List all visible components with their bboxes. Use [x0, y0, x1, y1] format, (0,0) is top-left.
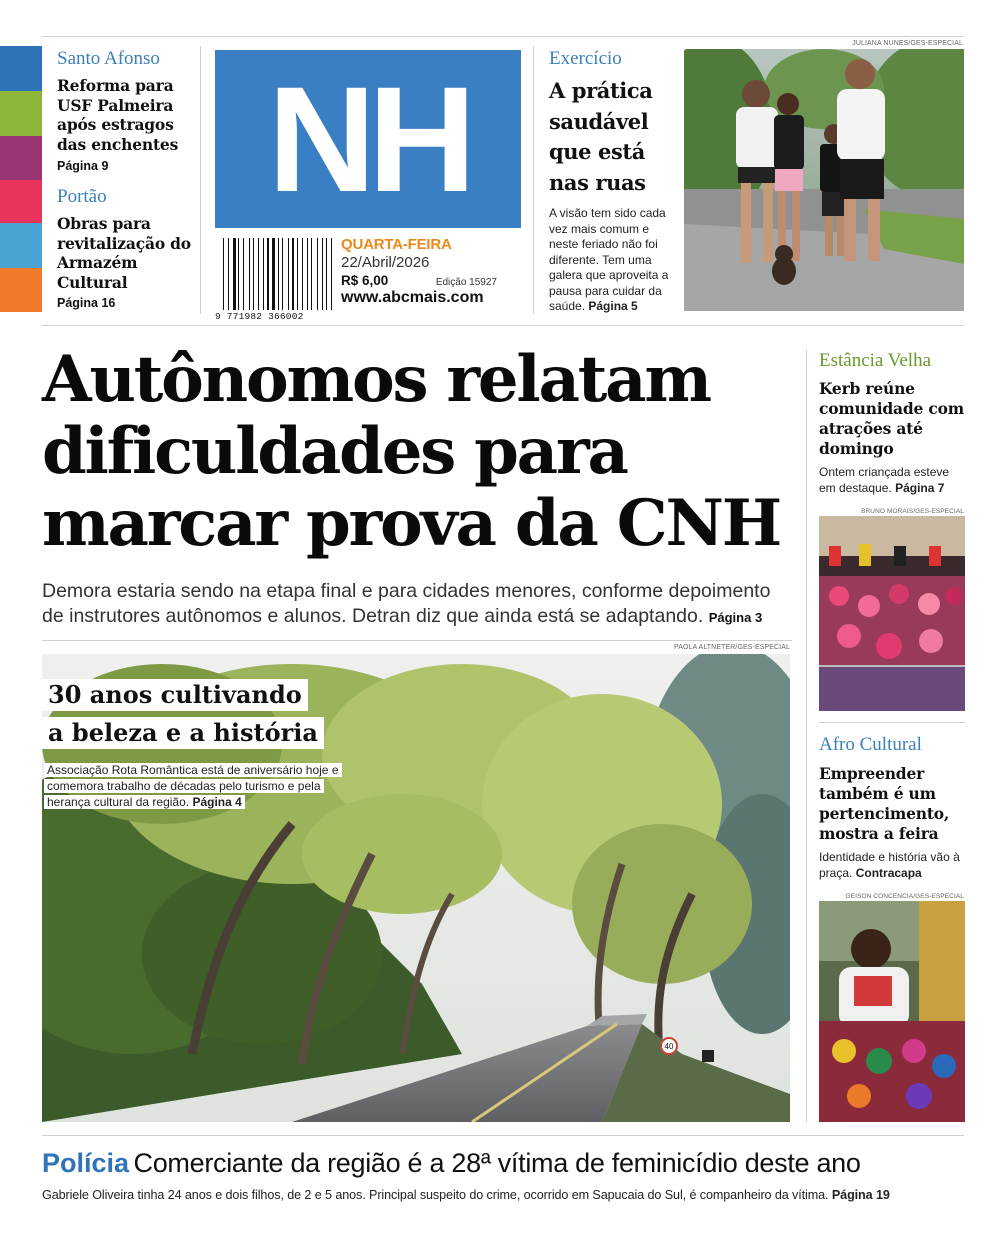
- date: 22/Abril/2026: [341, 254, 430, 271]
- barcode-bar: [271, 238, 272, 310]
- bottom-rule: [42, 1135, 964, 1136]
- teaser-estancia-velha[interactable]: [819, 350, 965, 496]
- barcode-bar: [278, 238, 279, 310]
- photo-credit: JULIANA NUNES/GES-ESPECIAL: [852, 40, 963, 47]
- barcode-bar: [331, 238, 332, 310]
- barcode-bar: [253, 238, 254, 310]
- teaser-body: Identidade e história vão à praça.: [819, 850, 960, 880]
- police-body: [42, 1188, 964, 1202]
- barcode-bar: [282, 238, 283, 310]
- kerb-photo: [819, 516, 965, 711]
- barcode-bar: [256, 238, 257, 310]
- police-title: Comerciante da região é a 28ª vítima de feminicídio deste ano: [133, 1148, 861, 1178]
- barcode-bar: [309, 238, 310, 310]
- feature-body: [44, 762, 364, 810]
- teaser-page: Página 16: [57, 296, 116, 310]
- barcode-bar: [226, 238, 227, 310]
- barcode-bar: [263, 238, 264, 310]
- barcode-bar: [280, 238, 281, 310]
- teaser-kicker: Portão: [57, 186, 107, 207]
- feature-caption-line2[interactable]: [42, 717, 324, 749]
- price: R$ 6,00: [341, 273, 389, 288]
- barcode-number: 9 771982 366002: [215, 311, 304, 322]
- main-page: Página 3: [708, 610, 763, 625]
- police-page: Página 19: [831, 1188, 890, 1202]
- teaser-title: Kerb reúne comunidade com atrações até domingo: [819, 379, 964, 458]
- teaser-page: Página 5: [588, 299, 638, 313]
- barcode-bar: [245, 238, 246, 310]
- police-label: Polícia: [42, 1148, 130, 1178]
- main-headline[interactable]: Autônomos relatam dificuldades para marcar prova da CNH: [42, 342, 781, 561]
- barcode-bar: [307, 238, 308, 310]
- right-column-divider: [533, 46, 534, 314]
- barcode-bar: [322, 238, 323, 310]
- family-photo: [684, 49, 964, 311]
- barcode-bar: [260, 238, 261, 310]
- website-link[interactable]: www.abcmais.com: [341, 289, 484, 306]
- teaser-page: Contracapa: [855, 865, 922, 880]
- barcode-bar: [300, 238, 301, 310]
- barcode-bar: [258, 238, 259, 310]
- feature-title-line2: a beleza e a história: [42, 717, 324, 749]
- feature-caption[interactable]: [42, 679, 308, 711]
- barcode-bar: [295, 238, 296, 310]
- right-rail-rule: [819, 722, 965, 723]
- teaser-title: A prática saudável que está nas ruas: [549, 78, 653, 195]
- strip-pink: [0, 180, 42, 223]
- feature-body-text: Associação Rota Romântica está de aniversário hoje e comemora trabalho de décadas pelo turismo e pela herança cultural da região.: [47, 763, 339, 809]
- feature-title-line1: 30 anos cultivando: [42, 679, 308, 711]
- teaser-kicker: Estância Velha: [819, 350, 932, 371]
- barcode-bar: [326, 238, 327, 310]
- strip-orange: [0, 268, 42, 312]
- feature-credit: PAOLA ALTNETER/GES-ESPECIAL: [673, 644, 790, 651]
- barcode-bar: [314, 238, 316, 310]
- teaser-kicker: Santo Afonso: [57, 48, 160, 69]
- teaser-afro-cultural[interactable]: [819, 734, 967, 881]
- teaser-title: Reforma para USF Palmeira após estragos das enchentes: [57, 76, 179, 154]
- barcode-bar: [276, 238, 277, 310]
- kerb-credit: BRUNO MORAIS/GES-ESPECIAL: [861, 508, 964, 515]
- barcode: [215, 238, 333, 322]
- barcode-bar: [265, 238, 266, 310]
- police-body-text: Gabriele Oliveira tinha 24 anos e dois filhos, de 2 e 5 anos. Principal suspeito do crime, ocorrido em Sapucaia do Sul, é companheiro da vítima.: [42, 1188, 829, 1202]
- barcode-bar: [249, 238, 250, 310]
- barcode-bar: [272, 238, 274, 310]
- afro-photo-illustration: [819, 901, 965, 1122]
- teaser-kicker: Afro Cultural: [819, 734, 922, 755]
- feature-top-rule: [42, 640, 792, 641]
- barcode-bar: [302, 238, 303, 310]
- barcode-bar: [289, 238, 290, 310]
- teaser-title: Obras para revitalização do Armazém Cultural: [57, 214, 191, 292]
- afro-credit: GEISON CONCENCIA/GES-ESPECIAL: [845, 893, 964, 900]
- barcode-bar: [233, 238, 235, 310]
- teaser-kicker: Exercício: [549, 48, 622, 69]
- left-column-divider: [200, 46, 201, 314]
- afro-photo: [819, 901, 965, 1122]
- barcode-bar: [297, 238, 298, 310]
- main-deck-text: Demora estaria sendo na etapa final e para cidades menores, conforme depoimento de instrutores autônomos e alunos. Detran diz que ainda está se adaptando.: [42, 580, 771, 627]
- edition: Edição 15927: [435, 277, 497, 288]
- barcode-bar: [228, 238, 229, 310]
- teaser-santo-afonso[interactable]: [57, 48, 197, 173]
- strip-green: [0, 91, 42, 136]
- barcode-bar: [317, 238, 318, 310]
- barcode-bar: [250, 238, 252, 310]
- barcode-bar: [304, 238, 305, 310]
- barcode-bar: [285, 238, 286, 310]
- barcode-bar: [237, 238, 238, 310]
- barcode-bar: [311, 238, 312, 310]
- date-block: [341, 236, 521, 307]
- barcode-bar: [223, 238, 224, 310]
- feature-page: Página 4: [192, 795, 242, 809]
- teaser-portao[interactable]: [57, 186, 197, 310]
- teaser-body: Ontem criançada esteve em destaque.: [819, 465, 950, 495]
- speed-sign-text: 40: [664, 1042, 674, 1051]
- main-deck: [42, 579, 794, 630]
- strip-light-blue: [0, 223, 42, 268]
- nh-logo[interactable]: [215, 50, 521, 228]
- barcode-bar: [238, 238, 239, 310]
- kerb-photo-illustration: [819, 516, 965, 711]
- barcode-bar: [324, 238, 325, 310]
- barcode-bar: [230, 238, 231, 310]
- barcode-bar: [241, 238, 242, 310]
- barcode-bar: [288, 238, 289, 310]
- teaser-page: Página 7: [895, 480, 945, 495]
- barcode-bar: [243, 238, 244, 310]
- barcode-bar: [329, 238, 330, 310]
- logo-text: NH: [267, 55, 469, 223]
- top-rule: [42, 36, 964, 37]
- weekday: QUARTA-FEIRA: [341, 236, 452, 253]
- teaser-page: Página 9: [57, 159, 109, 173]
- family-photo-illustration: [684, 49, 964, 311]
- strip-blue: [0, 46, 42, 91]
- teaser-exercicio[interactable]: [549, 48, 679, 315]
- barcode-bar: [292, 238, 294, 310]
- masthead-bottom-rule: [42, 325, 964, 326]
- police-headline[interactable]: [42, 1148, 964, 1179]
- right-rail-divider: [806, 350, 807, 1122]
- teaser-body: A visão tem sido cada vez mais comum e neste feriado não foi diferente. Tem uma galera que aproveita a pausa para cuidar da saúde.: [549, 206, 669, 313]
- barcode-bar: [267, 238, 268, 310]
- barcode-bar: [319, 238, 320, 310]
- teaser-title: Empreender também é um pertencimento, mostra a feira: [819, 764, 950, 843]
- strip-purple: [0, 136, 42, 180]
